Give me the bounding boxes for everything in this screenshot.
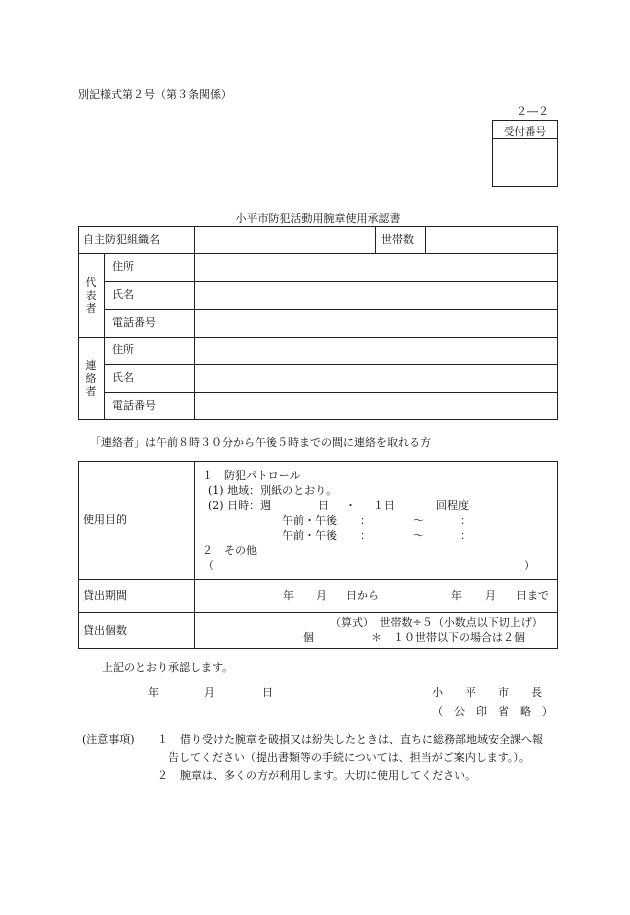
contact-phone-label: 電話番号 (112, 399, 156, 412)
form-style-label: 別記様式第２号（第３条関係） (78, 88, 232, 101)
notes-label: (注意事項) (82, 733, 135, 746)
purpose-ampm-2: 午前・午後 (282, 529, 337, 542)
count-field[interactable] (200, 630, 300, 645)
period-start-day: 日から (346, 589, 379, 602)
approval-day: 日 (262, 686, 273, 699)
rep-address-label: 住所 (112, 260, 134, 273)
representative-group-label: 代表者 (85, 276, 97, 315)
contact-address-field[interactable] (196, 339, 556, 363)
seal-omitted: （ 公 印 省 略 ） (432, 705, 553, 718)
period-start-year: 年 (283, 589, 294, 602)
receipt-number-label: 受付番号 (504, 126, 546, 138)
note-2-number: ２ (157, 769, 168, 782)
period-label: 貸出期間 (83, 589, 127, 602)
purpose-other-paren-close: ） (524, 559, 535, 572)
purpose-other: ２ その他 (202, 544, 257, 557)
households-field[interactable] (427, 228, 556, 252)
note-2-text: 腕章は、多くの方が利用します。大切に使用してください。 (180, 769, 477, 782)
count-note: ＊ １０世帯以下の場合は２個 (371, 631, 525, 644)
period-end-year: 年 (451, 589, 462, 602)
purpose-colon-1b: ： (460, 514, 471, 527)
purpose-colon-1a: ： (360, 514, 371, 527)
count-label: 貸出個数 (83, 624, 127, 637)
note-1-line-2: 告してください（提出書類等の手続については、担当がご案内します。）。 (168, 751, 530, 764)
contact-phone-field[interactable] (196, 394, 556, 419)
purpose-colon-2a: ： (360, 529, 371, 542)
rep-name-field[interactable] (196, 283, 556, 308)
approval-year: 年 (148, 686, 159, 699)
rep-name-label: 氏名 (112, 288, 134, 301)
purpose-other-paren-open: （ (203, 559, 214, 572)
purpose-colon-2b: ： (460, 529, 471, 542)
org-name-field[interactable] (196, 228, 373, 252)
rep-phone-field[interactable] (196, 311, 556, 336)
purpose-tilde-2: ～ (413, 529, 424, 542)
contact-note: 「連絡者」は午前８時３０分から午後５時までの間に連絡を取れる方 (90, 436, 431, 449)
contact-name-field[interactable] (196, 366, 556, 391)
receipt-number-field[interactable] (493, 139, 557, 186)
purpose-separator: ・ (345, 499, 356, 512)
form-number: ２―２ (516, 105, 549, 118)
rep-address-field[interactable] (196, 255, 556, 280)
purpose-day-unit: 日 (318, 499, 329, 512)
count-unit: 個 (303, 631, 314, 644)
approval-month: 月 (204, 686, 215, 699)
purpose-times: 回程度 (436, 499, 469, 512)
contact-group-label: 連絡者 (85, 359, 97, 398)
note-1-line-1: 借り受けた腕章を破損又は紛失したときは、直ちに総務部地域安全課へ報 (180, 733, 543, 746)
purpose-ampm-1: 午前・午後 (282, 514, 337, 527)
mayor-title: 小 平 市 長 (432, 686, 542, 699)
org-name-label: 自主防犯組織名 (83, 233, 160, 246)
document-title: 小平市防犯活動用腕章使用承認書 (235, 212, 401, 225)
note-1-number: １ (157, 733, 168, 746)
contact-address-label: 住所 (112, 343, 134, 356)
households-label: 世帯数 (381, 233, 414, 246)
purpose-datetime-label: (2) 日時：週 (208, 499, 272, 512)
purpose-patrol: １ 防犯パトロール (202, 469, 301, 482)
rep-phone-label: 電話番号 (112, 316, 156, 329)
purpose-area: (1) 地域：別紙のとおり。 (208, 484, 338, 497)
period-end-day: 日まで (516, 589, 549, 602)
period-end-month: 月 (485, 589, 496, 602)
purpose-label: 使用目的 (83, 513, 127, 526)
purpose-tilde-1: ～ (413, 514, 424, 527)
approval-text: 上記のとおり承認します。 (102, 661, 234, 674)
count-formula: （算式） 世帯数÷５（小数点以下切上げ） (330, 616, 543, 629)
contact-name-label: 氏名 (112, 371, 134, 384)
period-start-month: 月 (316, 589, 327, 602)
purpose-per-day: １日 (373, 499, 395, 512)
purpose-other-field[interactable] (222, 558, 522, 574)
